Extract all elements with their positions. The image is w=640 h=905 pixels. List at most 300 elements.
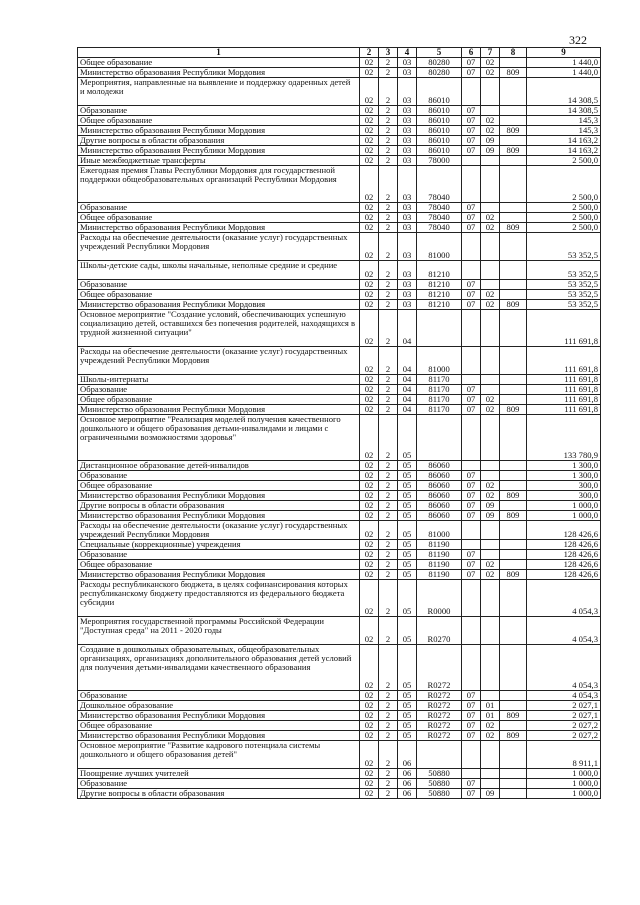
table-row [78, 415, 601, 461]
code-cell: 03 [398, 136, 417, 146]
code-cell [500, 213, 527, 223]
code-cell: 86060 [417, 511, 462, 521]
code-cell: 2 [379, 415, 398, 461]
code-cell: 05 [398, 731, 417, 741]
code-cell: 02 [360, 385, 379, 395]
code-cell: 80280 [417, 58, 462, 68]
table-row [78, 721, 601, 731]
code-cell: 05 [398, 471, 417, 481]
row-name-cell: Министерство образования Республики Мордовия [78, 491, 360, 501]
table-row [78, 691, 601, 701]
code-cell: 2 [379, 721, 398, 731]
row-name-cell: Ежегодная премия Главы Республики Мордовия для государственной поддержки общеобразовательных организаций Республики Мордовия [78, 166, 360, 203]
code-cell: 02 [360, 731, 379, 741]
code-cell: 02 [360, 375, 379, 385]
code-cell: 02 [360, 280, 379, 290]
code-cell: 03 [398, 166, 417, 203]
code-cell: 02 [360, 310, 379, 347]
amount-cell: 2 500,0 [527, 213, 601, 223]
code-cell: 02 [360, 68, 379, 78]
code-cell [481, 375, 500, 385]
code-cell: 07 [462, 491, 481, 501]
code-cell: 2 [379, 511, 398, 521]
code-cell: 03 [398, 126, 417, 136]
code-cell: 86060 [417, 461, 462, 471]
code-cell [462, 375, 481, 385]
table-row [78, 261, 601, 280]
code-cell [500, 645, 527, 691]
code-cell: 02 [360, 78, 379, 106]
table-row [78, 146, 601, 156]
amount-cell: 4 054,3 [527, 645, 601, 691]
code-cell: 03 [398, 106, 417, 116]
code-cell: 2 [379, 580, 398, 617]
code-cell: 02 [481, 290, 500, 300]
code-cell: 02 [360, 481, 379, 491]
code-cell: 2 [379, 691, 398, 701]
amount-cell: 53 352,5 [527, 233, 601, 261]
amount-cell: 1 300,0 [527, 461, 601, 471]
code-cell: 2 [379, 310, 398, 347]
amount-cell: 1 440,0 [527, 68, 601, 78]
code-cell: 07 [462, 58, 481, 68]
code-cell: 2 [379, 116, 398, 126]
code-cell: 02 [481, 731, 500, 741]
amount-cell: 128 426,6 [527, 570, 601, 580]
code-cell: 02 [360, 166, 379, 203]
table-row [78, 347, 601, 375]
code-cell: 809 [500, 511, 527, 521]
code-cell: 2 [379, 146, 398, 156]
code-cell: 809 [500, 126, 527, 136]
table-row [78, 166, 601, 203]
code-cell: 02 [360, 415, 379, 461]
code-cell: 02 [481, 58, 500, 68]
code-cell: 05 [398, 570, 417, 580]
code-cell: 02 [360, 261, 379, 280]
code-cell: R0272 [417, 711, 462, 721]
code-cell: 07 [462, 481, 481, 491]
code-cell: 2 [379, 126, 398, 136]
table-row [78, 645, 601, 691]
code-cell: 04 [398, 405, 417, 415]
code-cell: 02 [360, 711, 379, 721]
code-cell: 81170 [417, 405, 462, 415]
code-cell: 2 [379, 106, 398, 116]
code-cell: 809 [500, 711, 527, 721]
code-cell: 02 [360, 570, 379, 580]
table-row [78, 789, 601, 799]
code-cell: 07 [462, 721, 481, 731]
code-cell: 2 [379, 560, 398, 570]
code-cell: 2 [379, 280, 398, 290]
amount-cell: 14 308,5 [527, 78, 601, 106]
code-cell: 04 [398, 375, 417, 385]
code-cell: 07 [462, 223, 481, 233]
code-cell: 07 [462, 106, 481, 116]
code-cell: 06 [398, 779, 417, 789]
table-header-row [78, 48, 601, 58]
amount-cell: 4 054,3 [527, 580, 601, 617]
code-cell [481, 203, 500, 213]
code-cell: 05 [398, 617, 417, 645]
code-cell [500, 106, 527, 116]
code-cell [462, 233, 481, 261]
code-cell: 03 [398, 213, 417, 223]
row-name-cell: Министерство образования Республики Мордовия [78, 731, 360, 741]
code-cell [481, 385, 500, 395]
code-cell: 07 [462, 405, 481, 415]
row-name-cell: Основное мероприятие "Создание условий, обеспечивающих успешную социализацию детей, оставшихся без попечения родителей, находящихся в трудной жизненной ситуации" [78, 310, 360, 347]
code-cell: 2 [379, 501, 398, 511]
table-row [78, 395, 601, 405]
column-header: 7 [481, 48, 500, 58]
table-row [78, 511, 601, 521]
code-cell: 02 [360, 146, 379, 156]
table-row [78, 491, 601, 501]
table-row [78, 731, 601, 741]
table-row [78, 405, 601, 415]
table-row [78, 385, 601, 395]
code-cell: 02 [360, 691, 379, 701]
row-name-cell: Другие вопросы в области образования [78, 136, 360, 146]
code-cell: 07 [462, 68, 481, 78]
row-name-cell: Школы-интернаты [78, 375, 360, 385]
code-cell: 2 [379, 540, 398, 550]
column-header: 1 [78, 48, 360, 58]
code-cell [500, 385, 527, 395]
code-cell [500, 233, 527, 261]
code-cell: R0272 [417, 691, 462, 701]
code-cell [481, 779, 500, 789]
row-name-cell: Общее образование [78, 721, 360, 731]
row-name-cell: Общее образование [78, 560, 360, 570]
amount-cell: 14 163,2 [527, 146, 601, 156]
code-cell: R0272 [417, 731, 462, 741]
code-cell: 2 [379, 203, 398, 213]
amount-cell: 14 163,2 [527, 136, 601, 146]
code-cell [500, 156, 527, 166]
code-cell: 02 [481, 68, 500, 78]
amount-cell: 53 352,5 [527, 300, 601, 310]
code-cell: R0272 [417, 701, 462, 711]
row-name-cell: Расходы на обеспечение деятельности (оказание услуг) государственных учреждений Республики Мордовия [78, 521, 360, 540]
table-row [78, 550, 601, 560]
code-cell [481, 310, 500, 347]
table-row [78, 156, 601, 166]
code-cell: 2 [379, 491, 398, 501]
amount-cell: 53 352,5 [527, 290, 601, 300]
code-cell [481, 580, 500, 617]
code-cell [462, 156, 481, 166]
row-name-cell: Поощрение лучших учителей [78, 769, 360, 779]
code-cell [462, 461, 481, 471]
code-cell: 02 [360, 701, 379, 711]
code-cell [417, 415, 462, 461]
code-cell: 02 [481, 570, 500, 580]
table-row [78, 223, 601, 233]
code-cell [500, 58, 527, 68]
code-cell: 2 [379, 136, 398, 146]
code-cell [462, 261, 481, 280]
code-cell: 09 [481, 146, 500, 156]
code-cell: 2 [379, 731, 398, 741]
code-cell: 78040 [417, 166, 462, 203]
code-cell [481, 540, 500, 550]
code-cell [462, 166, 481, 203]
code-cell: 02 [481, 223, 500, 233]
code-cell: 07 [462, 789, 481, 799]
code-cell [500, 560, 527, 570]
code-cell [481, 233, 500, 261]
code-cell: 02 [360, 521, 379, 540]
code-cell [500, 789, 527, 799]
amount-cell: 111 691,8 [527, 310, 601, 347]
code-cell [462, 415, 481, 461]
amount-cell: 8 911,1 [527, 741, 601, 769]
amount-cell: 2 027,1 [527, 711, 601, 721]
code-cell: 86060 [417, 491, 462, 501]
code-cell: 06 [398, 789, 417, 799]
code-cell: 50880 [417, 789, 462, 799]
code-cell: 02 [360, 560, 379, 570]
code-cell [481, 347, 500, 375]
table-row [78, 521, 601, 540]
code-cell: 02 [360, 580, 379, 617]
code-cell: 07 [462, 126, 481, 136]
table-row [78, 310, 601, 347]
code-cell: 78040 [417, 213, 462, 223]
code-cell: 2 [379, 300, 398, 310]
code-cell: 86060 [417, 471, 462, 481]
code-cell [462, 645, 481, 691]
column-header: 8 [500, 48, 527, 58]
table-row [78, 461, 601, 471]
code-cell: 09 [481, 511, 500, 521]
amount-cell: 4 054,3 [527, 691, 601, 701]
code-cell: 02 [360, 540, 379, 550]
code-cell: 81000 [417, 233, 462, 261]
code-cell [500, 78, 527, 106]
table-row [78, 741, 601, 769]
code-cell [500, 203, 527, 213]
amount-cell: 111 691,8 [527, 395, 601, 405]
amount-cell: 1 000,0 [527, 789, 601, 799]
code-cell: 86010 [417, 146, 462, 156]
code-cell: 07 [462, 385, 481, 395]
code-cell [417, 741, 462, 769]
code-cell: 02 [360, 471, 379, 481]
code-cell: 05 [398, 701, 417, 711]
code-cell: 2 [379, 213, 398, 223]
row-name-cell: Министерство образования Республики Мордовия [78, 146, 360, 156]
code-cell: 02 [360, 789, 379, 799]
code-cell: 03 [398, 300, 417, 310]
table-row [78, 280, 601, 290]
code-cell: 02 [360, 617, 379, 645]
table-row [78, 233, 601, 261]
code-cell: 2 [379, 471, 398, 481]
code-cell: 05 [398, 501, 417, 511]
table-row [78, 116, 601, 126]
column-header: 2 [360, 48, 379, 58]
amount-cell: 2 500,0 [527, 156, 601, 166]
code-cell [417, 310, 462, 347]
code-cell: 03 [398, 116, 417, 126]
code-cell [481, 261, 500, 280]
code-cell: 02 [360, 300, 379, 310]
code-cell: 2 [379, 156, 398, 166]
code-cell [500, 280, 527, 290]
code-cell: 02 [360, 126, 379, 136]
code-cell: 03 [398, 58, 417, 68]
row-name-cell: Министерство образования Республики Мордовия [78, 711, 360, 721]
code-cell [462, 580, 481, 617]
code-cell: 03 [398, 233, 417, 261]
amount-cell: 145,3 [527, 126, 601, 136]
code-cell: 81190 [417, 540, 462, 550]
code-cell: 809 [500, 731, 527, 741]
row-name-cell: Министерство образования Республики Мордовия [78, 511, 360, 521]
code-cell: 07 [462, 213, 481, 223]
amount-cell: 2 027,2 [527, 731, 601, 741]
code-cell: 2 [379, 617, 398, 645]
row-name-cell: Общее образование [78, 395, 360, 405]
code-cell: 05 [398, 481, 417, 491]
row-name-cell: Образование [78, 691, 360, 701]
code-cell: 02 [360, 395, 379, 405]
code-cell [500, 521, 527, 540]
row-name-cell: Дошкольное образование [78, 701, 360, 711]
table-row [78, 375, 601, 385]
code-cell: 04 [398, 310, 417, 347]
code-cell: 86010 [417, 116, 462, 126]
amount-cell: 2 027,1 [527, 701, 601, 711]
code-cell: 809 [500, 570, 527, 580]
code-cell: 05 [398, 550, 417, 560]
code-cell: 07 [462, 290, 481, 300]
budget-table [77, 47, 601, 799]
code-cell: R0270 [417, 617, 462, 645]
code-cell [500, 779, 527, 789]
row-name-cell: Иные межбюджетные трансферты [78, 156, 360, 166]
table-row [78, 540, 601, 550]
code-cell: 809 [500, 405, 527, 415]
code-cell: 05 [398, 540, 417, 550]
code-cell: 02 [360, 290, 379, 300]
code-cell [500, 741, 527, 769]
row-name-cell: Основное мероприятие "Развитие кадрового потенциала системы дошкольного и общего образования детей" [78, 741, 360, 769]
code-cell [462, 741, 481, 769]
code-cell: 09 [481, 136, 500, 146]
amount-cell: 300,0 [527, 491, 601, 501]
code-cell: 809 [500, 146, 527, 156]
row-name-cell: Министерство образования Республики Мордовия [78, 223, 360, 233]
table-body [78, 58, 601, 799]
code-cell: 2 [379, 461, 398, 471]
code-cell: 2 [379, 395, 398, 405]
amount-cell: 1 440,0 [527, 58, 601, 68]
code-cell: 04 [398, 347, 417, 375]
row-name-cell: Общее образование [78, 290, 360, 300]
code-cell: 07 [462, 501, 481, 511]
amount-cell: 14 308,5 [527, 106, 601, 116]
row-name-cell: Общее образование [78, 116, 360, 126]
code-cell: 07 [462, 471, 481, 481]
code-cell: 02 [481, 405, 500, 415]
code-cell: 86060 [417, 501, 462, 511]
code-cell [500, 550, 527, 560]
code-cell [500, 691, 527, 701]
code-cell: 86010 [417, 78, 462, 106]
code-cell: 2 [379, 570, 398, 580]
code-cell: 81170 [417, 385, 462, 395]
code-cell: 02 [481, 126, 500, 136]
code-cell: 07 [462, 146, 481, 156]
table-row [78, 106, 601, 116]
code-cell [500, 375, 527, 385]
code-cell: 02 [360, 491, 379, 501]
code-cell: 81000 [417, 347, 462, 375]
code-cell: 81190 [417, 570, 462, 580]
code-cell [500, 580, 527, 617]
code-cell: 05 [398, 521, 417, 540]
code-cell: 78040 [417, 203, 462, 213]
code-cell: 2 [379, 78, 398, 106]
code-cell: 02 [360, 233, 379, 261]
table-row [78, 300, 601, 310]
amount-cell: 111 691,8 [527, 405, 601, 415]
code-cell: 07 [462, 203, 481, 213]
code-cell: 06 [398, 769, 417, 779]
code-cell [500, 481, 527, 491]
amount-cell: 300,0 [527, 481, 601, 491]
code-cell: 05 [398, 711, 417, 721]
table-row [78, 580, 601, 617]
code-cell: 2 [379, 223, 398, 233]
code-cell [462, 769, 481, 779]
code-cell [500, 261, 527, 280]
code-cell: 03 [398, 78, 417, 106]
code-cell [500, 310, 527, 347]
code-cell: 03 [398, 223, 417, 233]
column-header: 5 [417, 48, 462, 58]
code-cell: 809 [500, 68, 527, 78]
code-cell: 07 [462, 711, 481, 721]
code-cell: 78000 [417, 156, 462, 166]
code-cell: 81190 [417, 550, 462, 560]
row-name-cell: Образование [78, 471, 360, 481]
amount-cell: 1 000,0 [527, 501, 601, 511]
code-cell: 05 [398, 491, 417, 501]
code-cell [481, 156, 500, 166]
code-cell: 809 [500, 491, 527, 501]
code-cell [481, 78, 500, 106]
code-cell: 03 [398, 146, 417, 156]
code-cell: 2 [379, 58, 398, 68]
code-cell [481, 106, 500, 116]
column-header: 4 [398, 48, 417, 58]
amount-cell: 111 691,8 [527, 347, 601, 375]
code-cell: 01 [481, 711, 500, 721]
row-name-cell: Специальные (коррекционные) учреждения [78, 540, 360, 550]
code-cell: R0272 [417, 645, 462, 691]
code-cell: 07 [462, 701, 481, 711]
code-cell [481, 550, 500, 560]
row-name-cell: Мероприятия, направленные на выявление и поддержку одаренных детей и молодежи [78, 78, 360, 106]
code-cell [481, 521, 500, 540]
code-cell [500, 721, 527, 731]
